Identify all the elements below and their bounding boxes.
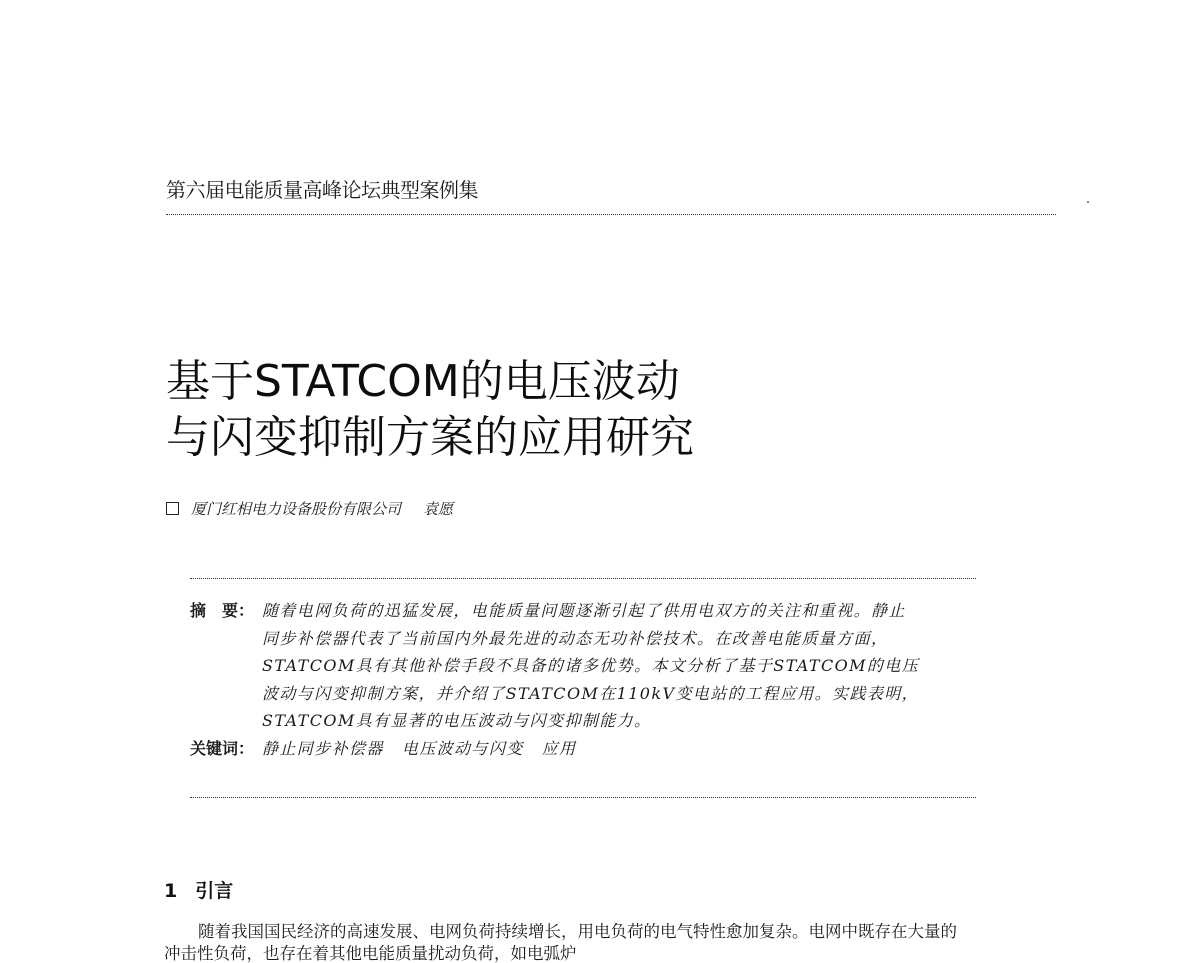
section-number: 1 (164, 880, 178, 902)
byline (166, 498, 453, 519)
body-paragraph-line-2: 冲击性负荷，也存在着其他电能质量扰动负荷，如电弧炉 (164, 944, 577, 963)
abstract-top-divider (190, 578, 976, 579)
checkbox-square-icon (166, 502, 179, 515)
keywords-row (190, 735, 976, 763)
abstract-line: 随着电网负荷的迅猛发展，电能质量问题逐渐引起了供用电双方的关注和重视。静止 (262, 601, 906, 620)
body-paragraph: 随着我国国民经济的高速发展、电网负荷持续增长，用电负荷的电气特性愈加复杂。电网中既存在大量的 (198, 922, 957, 941)
keywords-list (262, 735, 972, 763)
abstract-block (190, 597, 976, 762)
abstract-line: STATCOM具有显著的电压波动与闪变抑制能力。 (262, 711, 652, 730)
section-heading (164, 876, 233, 903)
title-line-2: 与闪变抑制方案的应用研究 (166, 412, 694, 463)
abstract-line: 同步补偿器代表了当前国内外最先进的动态无功补偿技术。在改善电能质量方面， (262, 628, 889, 648)
running-header: 第六届电能质量高峰论坛典型案例集 (166, 178, 478, 202)
abstract-line: STATCOM具有其他补偿手段不具备的诸多优势。本文分析了基于STATCOM的电压 (262, 656, 920, 675)
keyword: 电压波动与闪变 (401, 738, 524, 758)
keywords-label: 关键词： (190, 738, 255, 758)
abstract-line: 波动与闪变抑制方案，并介绍了STATCOM在110kV变电站的工程应用。实践表明， (262, 683, 920, 703)
keyword: 静止同步补偿器 (262, 738, 384, 758)
body-paragraph-cut-line (164, 944, 864, 963)
section-title: 引言 (195, 880, 234, 902)
keyword: 应用 (541, 738, 577, 758)
abstract-text (262, 597, 972, 735)
header-divider (166, 214, 1056, 215)
article-title (166, 354, 694, 466)
title-line-1: 基于STATCOM的电压波动 (166, 356, 680, 407)
abstract-bottom-divider (190, 797, 976, 798)
page-speck (1087, 201, 1089, 203)
abstract-row (190, 597, 976, 735)
abstract-label: 摘 要： (190, 601, 255, 620)
organization: 厦门红相电力设备股份有限公司 (191, 500, 402, 518)
author: 袁愿 (423, 500, 454, 518)
